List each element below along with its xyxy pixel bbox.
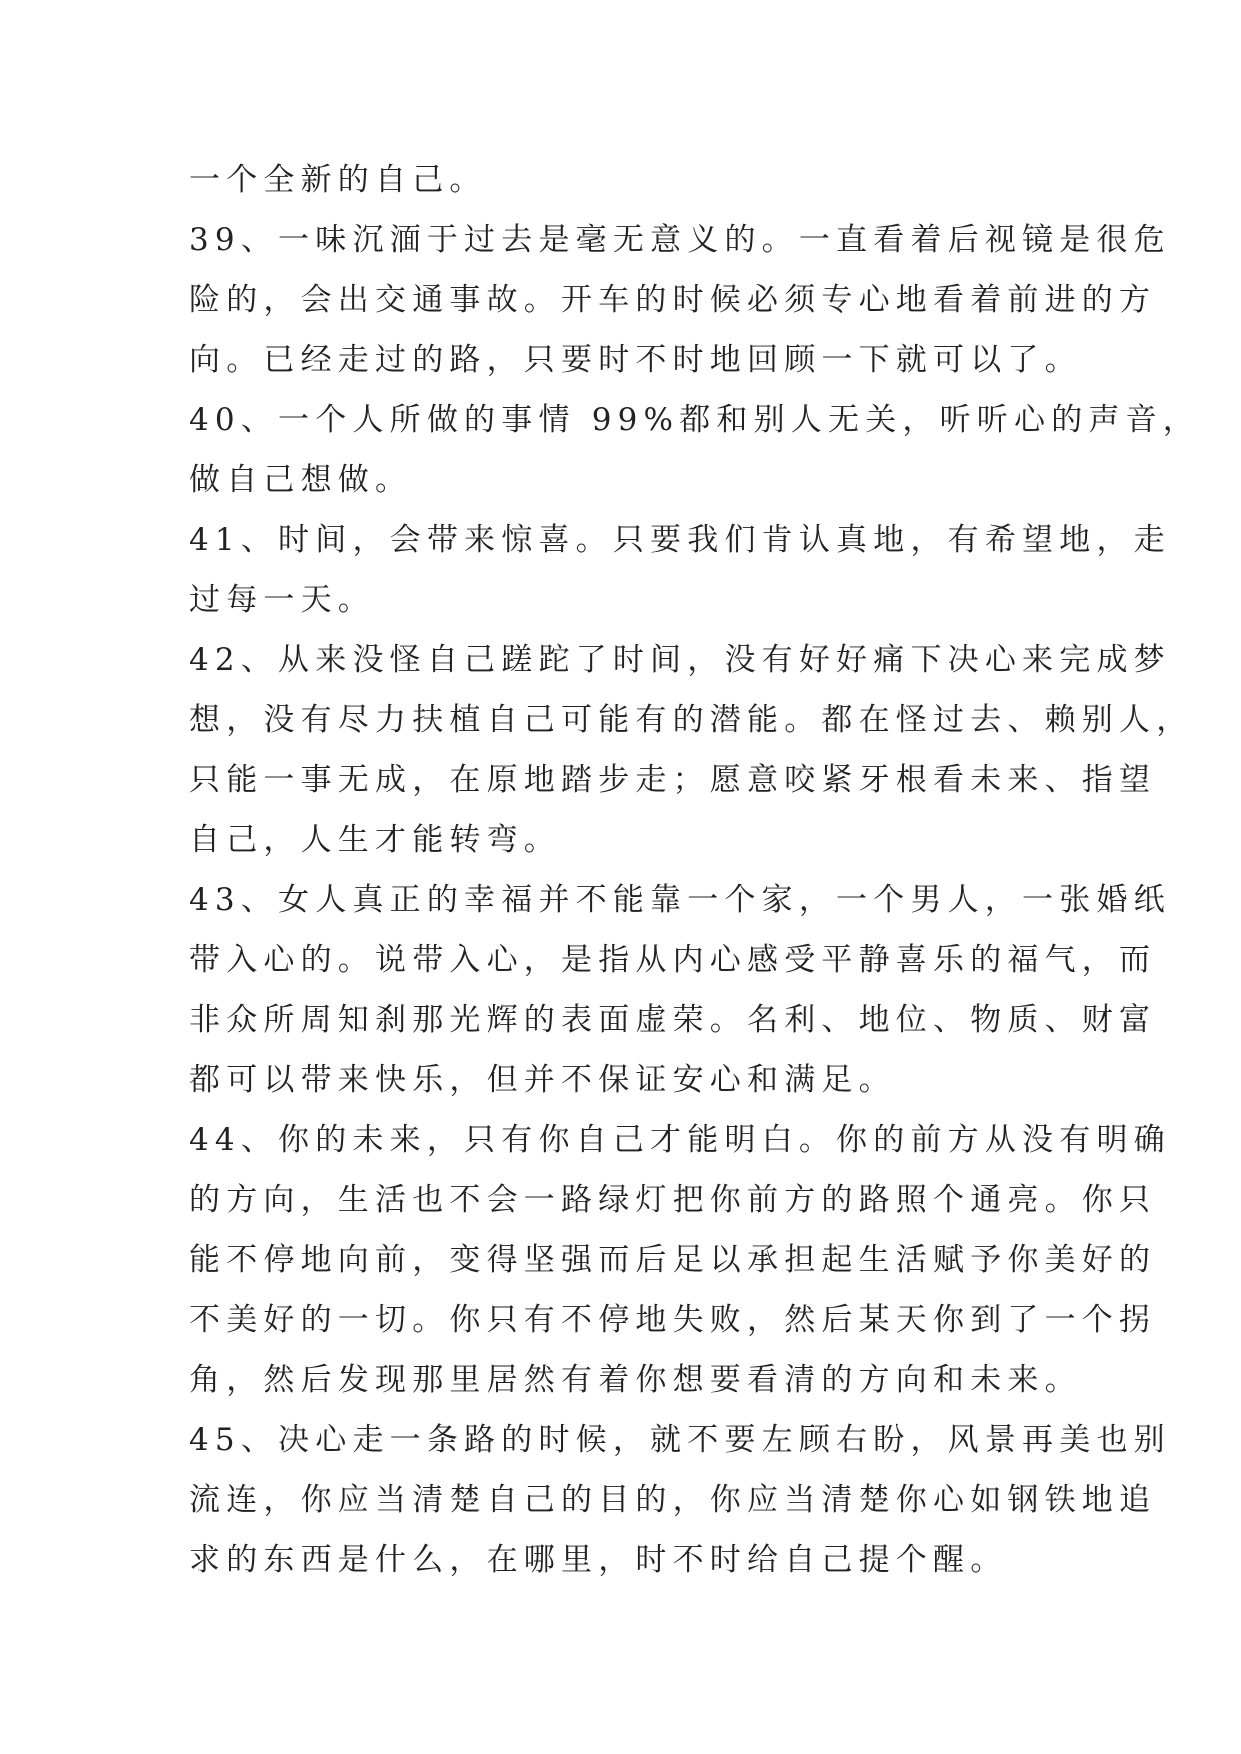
text-line: 带入心的。说带入心，是指从内心感受平静喜乐的福气，而 — [189, 942, 1157, 978]
text-line: 39、一味沉湎于过去是毫无意义的。一直看着后视镜是很危 — [189, 222, 1171, 258]
text-line: 41、时间，会带来惊喜。只要我们肯认真地，有希望地，走 — [189, 522, 1171, 558]
text-line: 只能一事无成，在原地踏步走；愿意咬紧牙根看未来、指望 — [189, 762, 1157, 798]
text-line: 过每一天。 — [189, 582, 375, 618]
text-line: 想，没有尽力扶植自己可能有的潜能。都在怪过去、赖别人， — [189, 702, 1194, 738]
text-line: 不美好的一切。你只有不停地失败，然后某天你到了一个拐 — [189, 1302, 1157, 1338]
text-line: 42、从来没怪自己蹉跎了时间，没有好好痛下决心来完成梦 — [189, 642, 1171, 678]
text-line: 险的，会出交通事故。开车的时候必须专心地看着前进的方 — [189, 282, 1157, 318]
text-line: 44、你的未来，只有你自己才能明白。你的前方从没有明确 — [189, 1122, 1171, 1158]
text-line: 40、一个人所做的事情 99%都和别人无关，听听心的声音， — [189, 402, 1201, 438]
text-line: 一个全新的自己。 — [189, 162, 487, 198]
text-line: 向。已经走过的路，只要时不时地回顾一下就可以了。 — [189, 342, 1082, 378]
text-line: 非众所周知刹那光辉的表面虚荣。名利、地位、物质、财富 — [189, 1002, 1157, 1038]
text-line: 能不停地向前，变得坚强而后足以承担起生活赋予你美好的 — [189, 1242, 1157, 1278]
text-line: 做自己想做。 — [189, 462, 413, 498]
text-line: 自己，人生才能转弯。 — [189, 822, 561, 858]
text-line: 的方向，生活也不会一路绿灯把你前方的路照个通亮。你只 — [189, 1182, 1157, 1218]
text-line: 求的东西是什么，在哪里，时不时给自己提个醒。 — [189, 1542, 1008, 1578]
text-line: 角，然后发现那里居然有着你想要看清的方向和未来。 — [189, 1362, 1082, 1398]
text-line: 都可以带来快乐，但并不保证安心和满足。 — [189, 1062, 896, 1098]
text-line: 流连，你应当清楚自己的目的，你应当清楚你心如钢铁地追 — [189, 1482, 1157, 1518]
text-line: 43、女人真正的幸福并不能靠一个家，一个男人，一张婚纸 — [189, 882, 1171, 918]
text-line: 45、决心走一条路的时候，就不要左顾右盼，风景再美也别 — [189, 1422, 1171, 1458]
body-text — [189, 150, 1201, 1590]
